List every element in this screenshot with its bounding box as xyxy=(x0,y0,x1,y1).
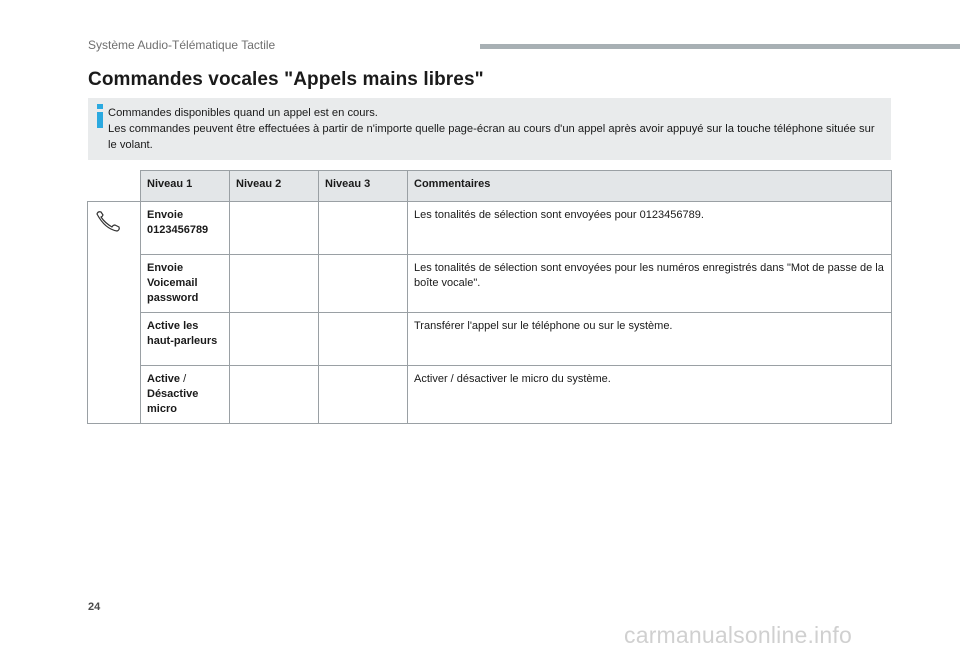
info-line-1: Commandes disponibles quand un appel est en cours. xyxy=(108,107,378,119)
row2-level1: Envoie Voicemail password xyxy=(141,255,230,313)
table-row xyxy=(88,202,892,255)
row3-level3 xyxy=(319,313,408,366)
row1-level1: Envoie 0123456789 xyxy=(141,202,230,255)
row4-level1-separator: / xyxy=(180,373,187,385)
row4-level1 xyxy=(141,366,230,424)
voice-commands-table xyxy=(87,170,892,424)
row1-level3 xyxy=(319,202,408,255)
phone-icon-cell xyxy=(88,202,141,424)
row2-level2 xyxy=(230,255,319,313)
row2-level3 xyxy=(319,255,408,313)
table-header-row xyxy=(88,171,892,202)
info-text xyxy=(108,105,881,153)
table-row xyxy=(88,255,892,313)
table-header-blank xyxy=(88,171,141,202)
row4-comment: Activer / désactiver le micro du système. xyxy=(408,366,892,424)
table-header-level1: Niveau 1 xyxy=(141,171,230,202)
watermark: carmanualsonline.info xyxy=(624,622,852,648)
row1-level2 xyxy=(230,202,319,255)
table-header-comments: Commentaires xyxy=(408,171,892,202)
table-row xyxy=(88,366,892,424)
section-header-label: Système Audio-Télématique Tactile xyxy=(88,38,276,52)
table-header-level3: Niveau 3 xyxy=(319,171,408,202)
info-line-2: Les commandes peuvent être effectuées à partir de n'importe quelle page-écran au cours d'un appel après avoir appuyé sur la touche téléphone située sur le volant. xyxy=(108,123,875,151)
page-title: Commandes vocales "Appels mains libres" xyxy=(88,69,484,90)
row4-level1-b: Désactive micro xyxy=(147,388,199,415)
row3-comment: Transférer l'appel sur le téléphone ou sur le système. xyxy=(408,313,892,366)
row1-comment: Les tonalités de sélection sont envoyées pour 0123456789. xyxy=(408,202,892,255)
row4-level3 xyxy=(319,366,408,424)
table-header-level2: Niveau 2 xyxy=(230,171,319,202)
row3-level2 xyxy=(230,313,319,366)
header-rule xyxy=(480,44,960,49)
info-icon xyxy=(96,104,104,128)
info-box xyxy=(88,98,891,160)
page-number: 24 xyxy=(88,601,101,613)
phone-handset-icon xyxy=(94,208,124,232)
row4-level2 xyxy=(230,366,319,424)
row4-level1-a: Active xyxy=(147,373,181,385)
row2-comment: Les tonalités de sélection sont envoyées pour les numéros enregistrés dans "Mot de passe de la boîte vocale". xyxy=(408,255,892,313)
table-row xyxy=(88,313,892,366)
row3-level1: Active les haut-parleurs xyxy=(141,313,230,366)
